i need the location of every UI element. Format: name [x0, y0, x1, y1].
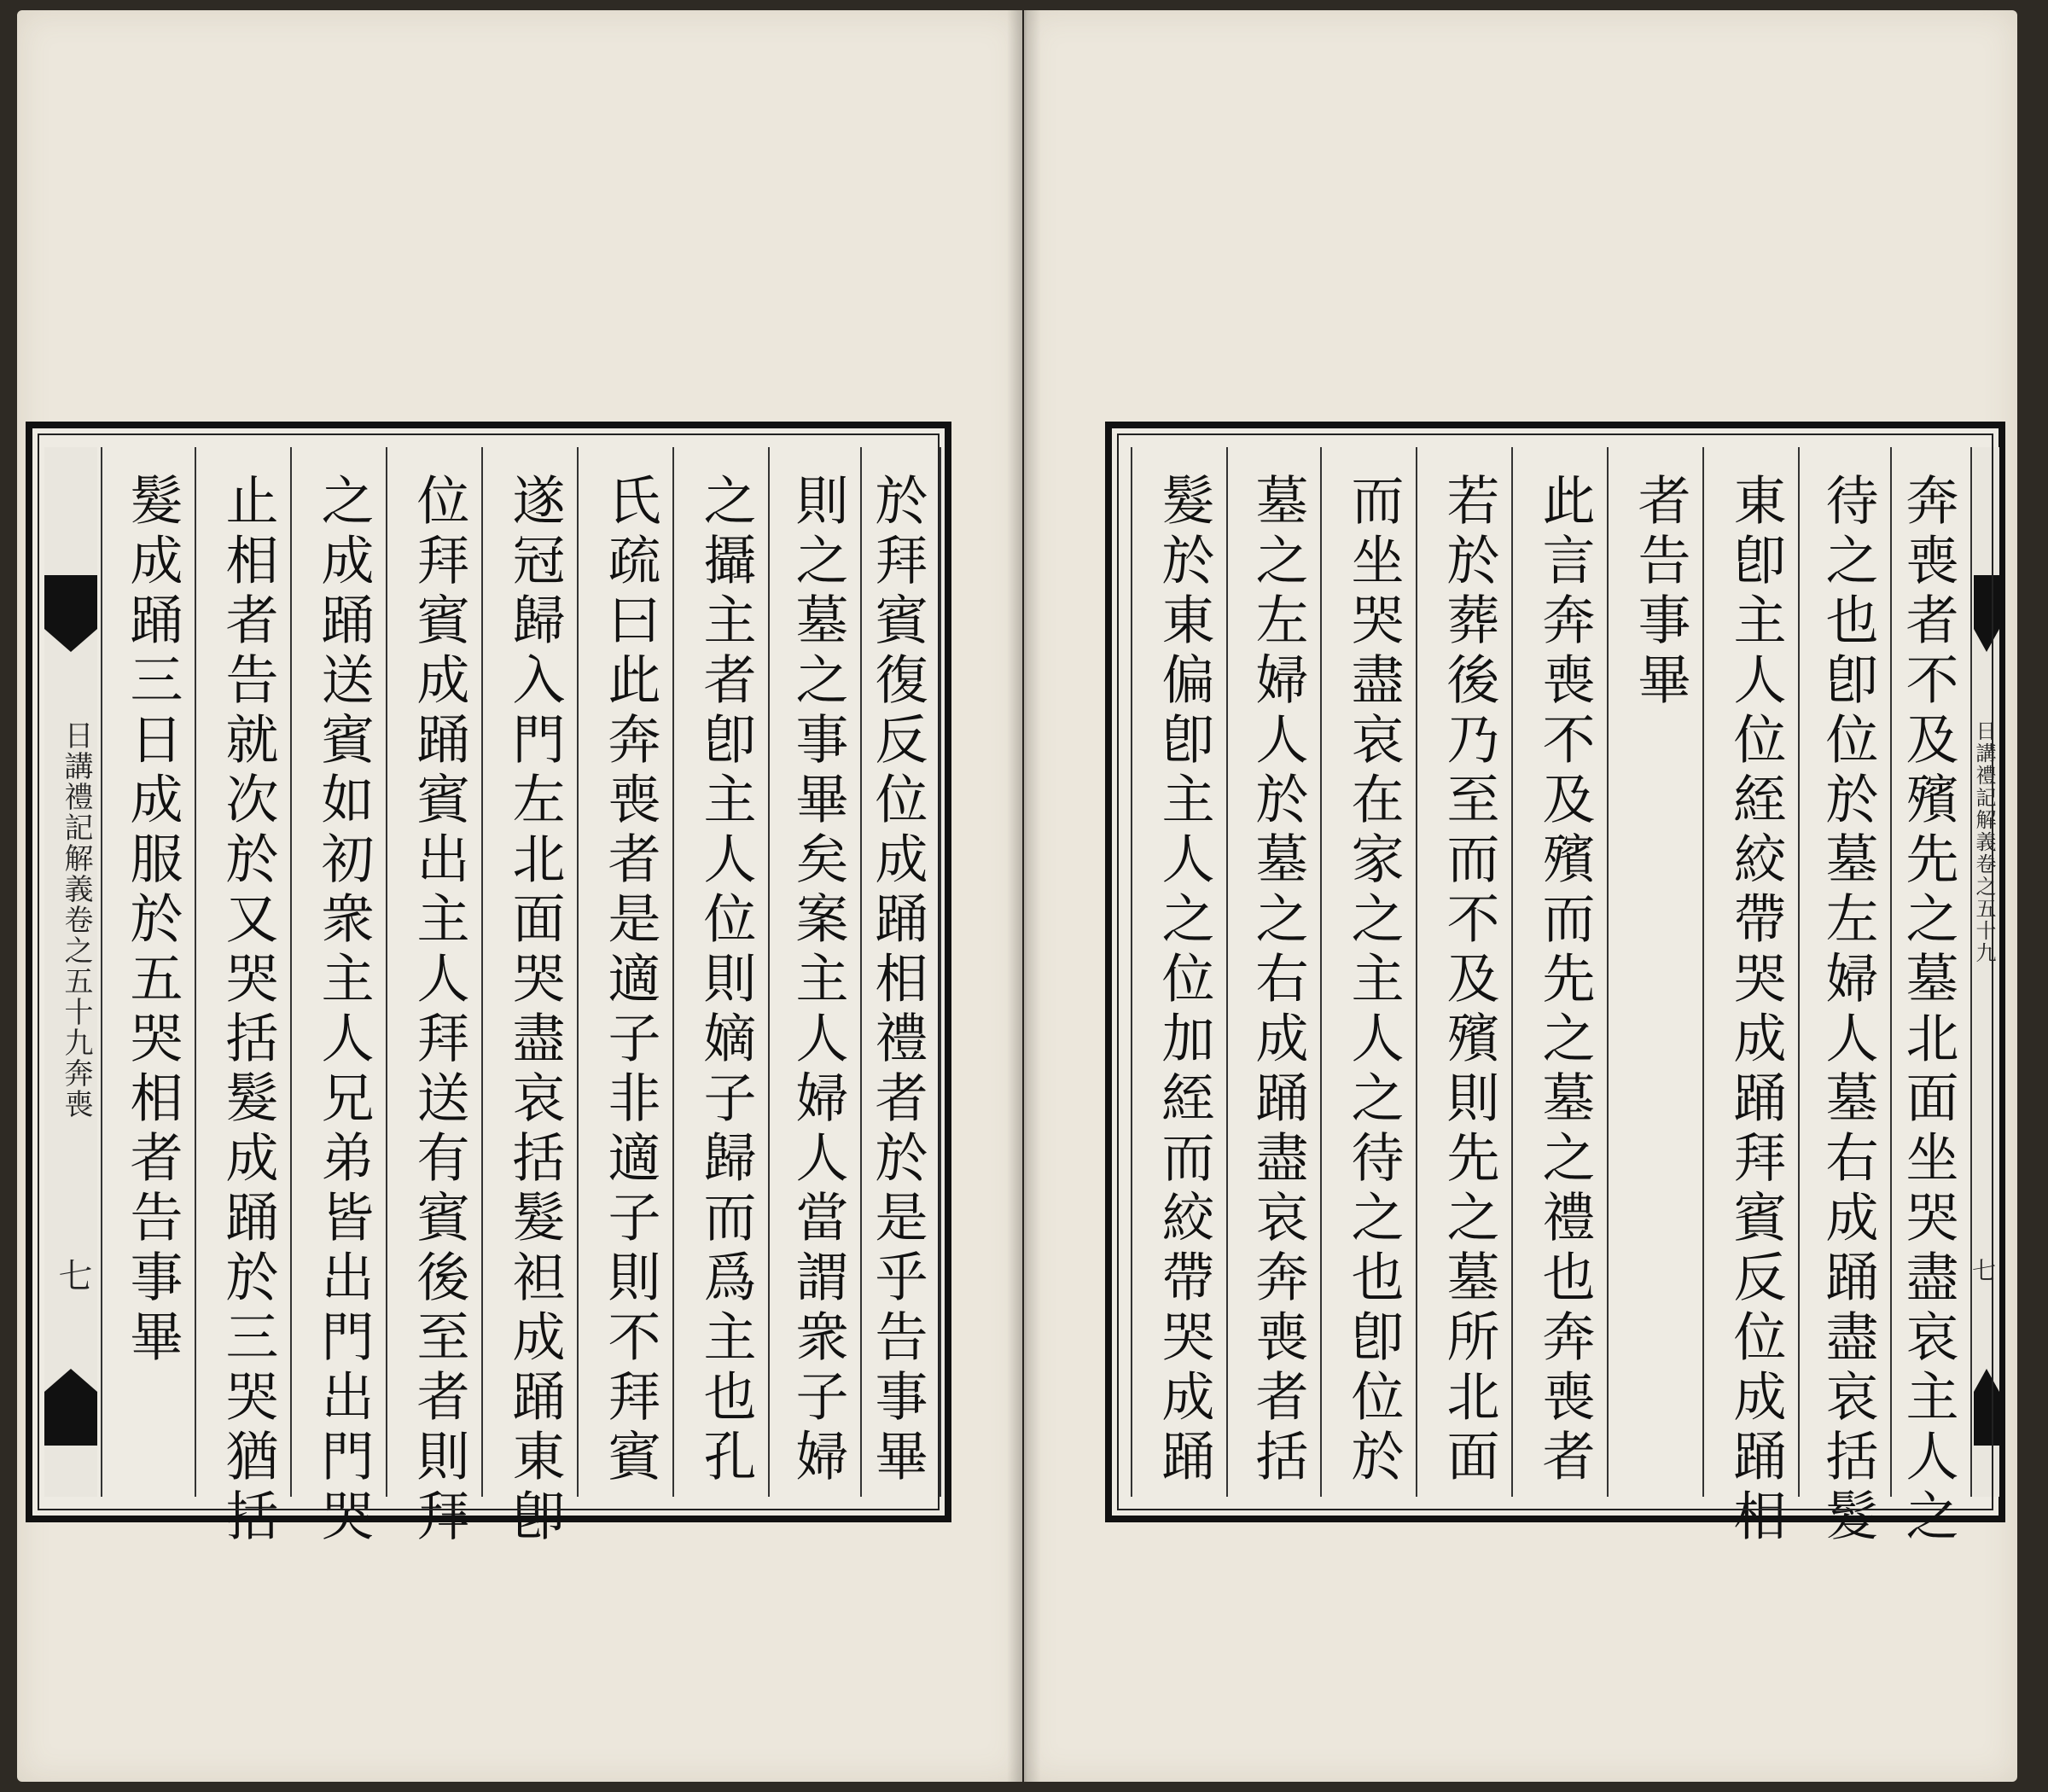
fish-tail-ornament-top [1974, 575, 1999, 652]
right-text-frame [1105, 422, 2005, 1548]
left-margin-title: 日講禮記解義卷之五十九奔喪 [59, 720, 93, 1120]
book-gutter [1007, 10, 1041, 1782]
fish-tail-ornament-bottom [1974, 1369, 1999, 1446]
left-text-frame [26, 422, 951, 1548]
text-column: 待之也卽位於墓左婦人墓右成踊盡哀括髮 [1798, 447, 1890, 1497]
text-column: 若於葬後乃至而不及殯則先之墓所北面 [1416, 447, 1511, 1497]
text-column: 奔喪者不及殯先之墓北面坐哭盡哀主人之 [1890, 447, 1972, 1497]
text-column: 氏疏曰此奔喪者是適子非適子則不拜賓 [577, 447, 672, 1497]
text-column: 髮於東偏卽主人之位加絰而絞帶哭成踊 [1131, 447, 1226, 1497]
left-margin-page-number: 七 [53, 1258, 92, 1292]
text-column: 之攝主者卽主人位則嫡子歸而爲主也孔 [672, 447, 768, 1497]
right-margin-strip [1969, 447, 1999, 1497]
fish-tail-ornament-bottom [44, 1369, 97, 1446]
text-column: 止相者告就次於又哭括髮成踊於三哭猶括 [195, 447, 290, 1497]
text-column: 而坐哭盡哀在家之主人之待之也卽位於 [1320, 447, 1416, 1497]
fish-tail-ornament-top [44, 575, 97, 652]
text-column: 遂冠歸入門左北面哭盡哀括髮袒成踊東卽 [481, 447, 577, 1497]
left-margin-strip [44, 447, 97, 1497]
text-column: 東卽主人位絰絞帶哭成踊拜賓反位成踊相 [1702, 447, 1798, 1497]
text-column: 者告事畢 [1607, 447, 1702, 1497]
text-column: 於拜賓復反位成踊相禮者於是乎告事畢 [860, 447, 941, 1497]
text-column: 位拜賓成踊賓出主人拜送有賓後至者則拜 [386, 447, 481, 1497]
text-column: 髮成踊三日成服於五哭相者告事畢 [101, 447, 195, 1497]
text-column: 之成踊送賓如初衆主人兄弟皆出門出門哭 [290, 447, 386, 1497]
text-column: 墓之左婦人於墓之右成踊盡哀奔喪者括 [1226, 447, 1320, 1497]
right-margin-title: 日講禮記解義卷之五十九 [1972, 720, 1996, 964]
text-column: 則之墓之事畢矣案主人婦人當謂衆子婦 [768, 447, 860, 1497]
right-margin-page-number: 七 [1969, 1258, 1997, 1282]
text-column: 此言奔喪不及殯而先之墓之禮也奔喪者 [1511, 447, 1607, 1497]
